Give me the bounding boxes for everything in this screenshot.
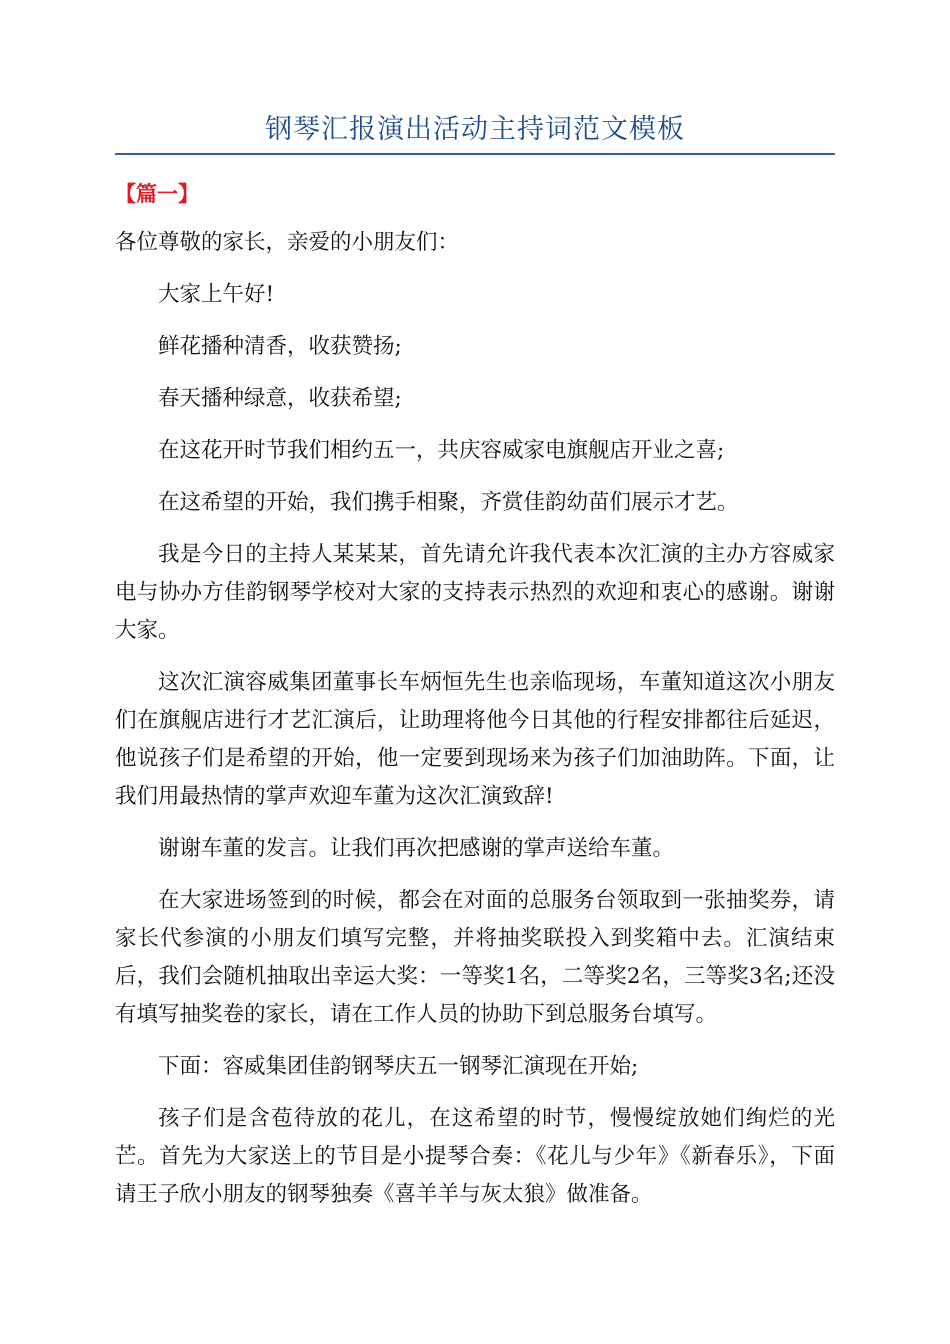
paragraph: 这次汇演容威集团董事长车炳恒先生也亲临现场，车董知道这次小朋友们在旗舰店进行才艺汇演后，让助理将他今日其他的行程安排都往后延迟，他说孩子们是希望的开始，他一定要到现场来为孩子们加油助阵。下面，让我们用最热情的掌声欢迎车董为这次汇演致辞! [115,670,835,809]
paragraph: 鲜花播种清香，收获赞扬; [158,334,402,359]
paragraph: 在这花开时节我们相约五一，共庆容威家电旗舰店开业之喜; [158,438,725,463]
paragraph: 大家上午好! [158,282,275,307]
paragraph: 下面：容威集团佳韵钢琴庆五一钢琴汇演现在开始; [158,1054,639,1079]
paragraph-greeting: 各位尊敬的家长，亲爱的小朋友们： [115,230,460,255]
document-body [115,224,835,1228]
section-label: 【篇一】 [115,182,199,206]
document-title: 钢琴汇报演出活动主持词范文模板 [265,114,685,145]
paragraph: 谢谢车董的发言。让我们再次把感谢的掌声送给车董。 [158,836,675,861]
paragraph: 春天播种绿意，收获希望; [158,386,402,411]
paragraph: 孩子们是含苞待放的花儿，在这希望的时节，慢慢绽放她们绚烂的光芒。首先为大家送上的节目是小提琴合奏：《花儿与少年》《新春乐》，下面请王子欣小朋友的钢琴独奏《喜羊羊与灰太狼》做准备。 [115,1106,835,1207]
paragraph: 在这希望的开始，我们携手相聚，齐赏佳韵幼苗们展示才艺。 [158,490,739,515]
paragraph: 在大家进场签到的时候，都会在对面的总服务台领取到一张抽奖券，请家长代参演的小朋友们填写完整，并将抽奖联投入到奖箱中去。汇演结束后，我们会随机抽取出幸运大奖：一等奖1名，二等奖2名，三等奖3名;还没有填写抽奖卷的家长，请在工作人员的协助下到总服务台填写。 [115,888,835,1027]
title-underline [115,153,835,155]
paragraph: 我是今日的主持人某某某，首先请允许我代表本次汇演的主办方容威家电与协办方佳韵钢琴学校对大家的支持表示热烈的欢迎和衷心的感谢。谢谢大家。 [115,542,835,643]
